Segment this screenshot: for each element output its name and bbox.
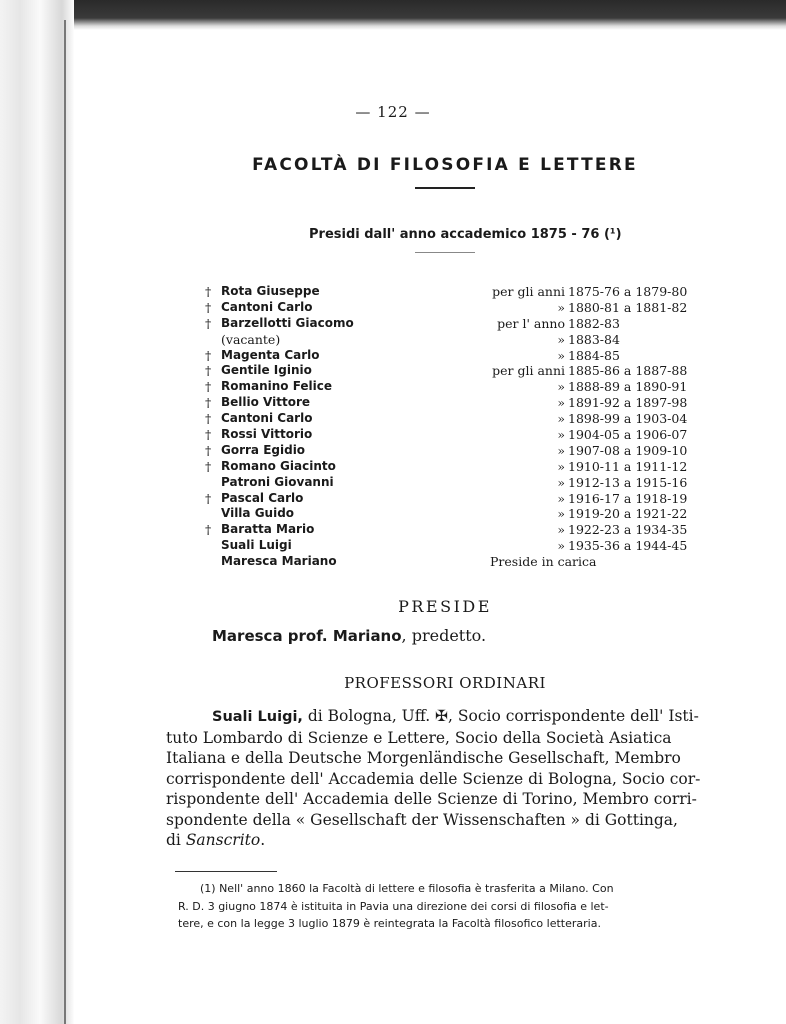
- years-range: 1919-20 a 1921-22: [568, 506, 688, 522]
- period-label: »: [557, 538, 565, 554]
- table-row: [205, 459, 695, 475]
- deceased-mark: †: [205, 427, 212, 443]
- scan-binding-edge: [0, 0, 74, 1024]
- bio-text: di Bologna, Uff. ✠, Socio corrispondente dell' Isti-: [302, 707, 699, 725]
- preside-name: Pascal Carlo: [221, 490, 304, 505]
- footnote-line: tere, e con la legge 3 luglio 1879 è reintegrata la Facoltà filosofico letteraria.: [178, 917, 601, 930]
- deceased-mark: †: [205, 490, 212, 506]
- years-range: 1891-92 a 1897-98: [568, 395, 688, 411]
- bio-text: .: [260, 831, 266, 849]
- table-row: [205, 395, 695, 411]
- period-label: »: [557, 522, 565, 538]
- presidi-table: [205, 284, 695, 570]
- table-row: [205, 348, 695, 364]
- preside-name: Rota Giuseppe: [221, 284, 320, 298]
- ordinari-section-heading: PROFESSORI ORDINARI: [344, 674, 546, 692]
- table-row: [205, 491, 695, 507]
- table-row: [205, 316, 695, 332]
- table-row: [205, 332, 695, 348]
- years-range: 1888-89 a 1890-91: [568, 379, 688, 395]
- footnote-line: (1) Nell' anno 1860 la Facoltà di lettere e filosofia è trasferita a Milano. Con: [200, 882, 614, 895]
- preside-name: Cantoni Carlo: [221, 411, 313, 426]
- preside-current-note: , predetto.: [401, 626, 487, 645]
- deceased-mark: †: [205, 458, 212, 474]
- years-range: 1898-99 a 1903-04: [568, 411, 688, 427]
- period-label: »: [557, 474, 565, 490]
- period-label: »: [557, 379, 565, 395]
- period-label: »: [557, 458, 565, 474]
- table-row: [205, 427, 695, 443]
- deceased-mark: †: [205, 379, 212, 395]
- bio-line: tuto Lombardo di Scienze e Lettere, Socio della Società Asiatica: [166, 728, 672, 747]
- deceased-mark: †: [205, 442, 212, 458]
- years-range: 1912-13 a 1915-16: [568, 474, 688, 490]
- period-label: Preside in carica: [490, 554, 597, 570]
- years-range: 1922-23 a 1934-35: [568, 522, 688, 538]
- preside-name: Magenta Carlo: [221, 347, 320, 362]
- table-row: [205, 379, 695, 395]
- preside-name: Barzellotti Giacomo: [221, 315, 354, 330]
- footnote-line: R. D. 3 giugno 1874 è istituita in Pavia una direzione dei corsi di filosofia e let-: [178, 899, 609, 913]
- table-row: [205, 475, 695, 491]
- preside-name: Villa Guido: [221, 506, 295, 521]
- period-label: »: [557, 331, 565, 347]
- faculty-title: FACOLTÀ DI FILOSOFIA E LETTERE: [252, 155, 638, 175]
- table-row: [205, 506, 695, 522]
- preside-section-heading: PRESIDE: [398, 597, 492, 616]
- preside-name: Maresca Mariano: [221, 554, 337, 569]
- preside-name: Gorra Egidio: [221, 442, 306, 457]
- period-label: »: [557, 411, 565, 427]
- preside-name: Cantoni Carlo: [221, 299, 313, 314]
- bio-line: Italiana e della Deutsche Morgenländische Gesellschaft, Membro: [166, 749, 681, 767]
- scan-top-edge: [0, 0, 786, 30]
- years-range: 1907-08 a 1909-10: [568, 442, 688, 458]
- bio-line: spondente della « Gesellschaft der Wissenschaften » di Gottinga,: [166, 810, 678, 829]
- presidi-heading: Presidi dall' anno accademico 1875 - 76 (¹): [309, 227, 622, 242]
- preside-name: Patroni Giovanni: [221, 474, 334, 489]
- bio-line: corrispondente dell' Accademia delle Scienze di Bologna, Socio cor-: [166, 769, 701, 788]
- bio-line: rispondente dell' Accademia delle Scienze di Torino, Membro corri-: [166, 790, 697, 808]
- deceased-mark: †: [205, 284, 212, 299]
- period-label: per gli anni: [492, 284, 565, 299]
- preside-name: Bellio Vittore: [221, 395, 311, 410]
- period-label: per l' anno: [497, 315, 565, 331]
- preside-name: (vacante): [221, 331, 281, 347]
- table-row: [205, 538, 695, 554]
- deceased-mark: †: [205, 347, 212, 363]
- table-row: [205, 411, 695, 427]
- deceased-mark: †: [205, 315, 212, 331]
- period-label: »: [557, 299, 565, 315]
- bio-text: di: [166, 831, 186, 849]
- preside-name: Rossi Vittorio: [221, 427, 313, 442]
- period-label: »: [557, 347, 565, 363]
- table-row: [205, 284, 695, 300]
- period-label: »: [557, 395, 565, 411]
- preside-name: Romanino Felice: [221, 379, 333, 394]
- preside-current-name: Maresca prof. Mariano: [212, 627, 402, 645]
- subject-taught: Sanscrito: [185, 831, 261, 849]
- years-range: 1935-36 a 1944-45: [568, 538, 688, 554]
- period-label: »: [557, 427, 565, 443]
- preside-name: Baratta Mario: [221, 522, 315, 537]
- bio-line: [166, 706, 701, 728]
- period-label: »: [557, 506, 565, 522]
- years-range: 1884-85: [568, 347, 620, 363]
- preside-entry: [212, 626, 486, 645]
- years-range: 1885-86 a 1887-88: [568, 363, 688, 379]
- preside-name: Romano Giacinto: [221, 458, 336, 473]
- footnote: [178, 880, 700, 933]
- table-row: [205, 443, 695, 459]
- preside-name: Gentile Iginio: [221, 363, 312, 378]
- table-row: [205, 300, 695, 316]
- deceased-mark: †: [205, 411, 212, 427]
- period-label: »: [557, 490, 565, 506]
- title-rule: [415, 187, 475, 189]
- footnote-rule: [175, 871, 277, 872]
- years-range: 1880-81 a 1881-82: [568, 299, 688, 315]
- period-label: per gli anni: [492, 363, 565, 379]
- deceased-mark: †: [205, 522, 212, 538]
- deceased-mark: †: [205, 363, 212, 379]
- professor-name: Suali Luigi,: [212, 709, 303, 725]
- years-range: 1904-05 a 1906-07: [568, 427, 688, 443]
- table-row: [205, 522, 695, 538]
- years-range: 1910-11 a 1911-12: [568, 458, 688, 474]
- professor-bio: [166, 706, 701, 851]
- years-range: 1875-76 a 1879-80: [568, 284, 688, 299]
- heading-rule: [415, 252, 475, 253]
- years-range: 1916-17 a 1918-19: [568, 490, 688, 506]
- preside-name: Suali Luigi: [221, 538, 292, 553]
- page-number: — 122 —: [355, 103, 431, 121]
- table-row: [205, 363, 695, 379]
- period-label: »: [557, 442, 565, 458]
- years-range: 1882-83: [568, 315, 620, 331]
- bio-line: [166, 830, 701, 851]
- table-row: [205, 554, 695, 570]
- deceased-mark: †: [205, 299, 212, 315]
- years-range: 1883-84: [568, 331, 620, 347]
- deceased-mark: †: [205, 395, 212, 411]
